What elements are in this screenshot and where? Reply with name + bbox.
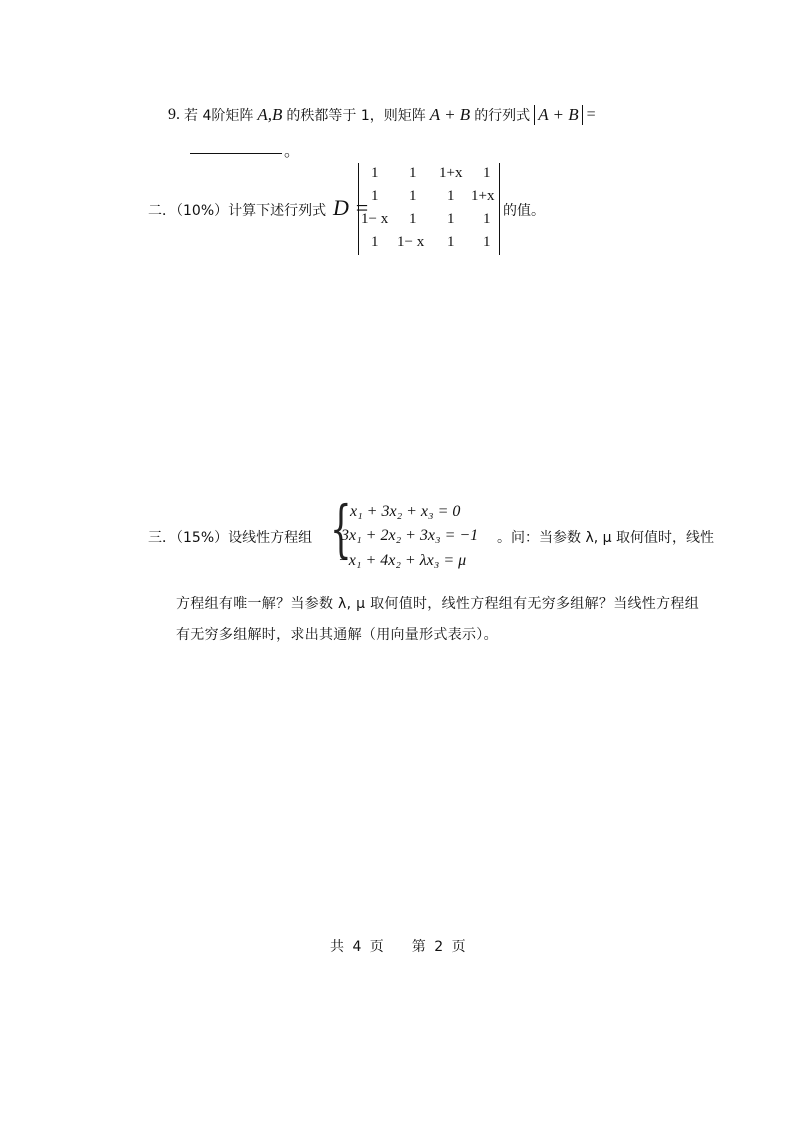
- determinant-matrix: [358, 163, 500, 255]
- matrix-cell: 1: [447, 234, 455, 250]
- matrix-cell: 1: [371, 188, 379, 204]
- matrix-cell: 1: [371, 165, 379, 181]
- q9-equals: =: [586, 106, 596, 123]
- question-9: [168, 105, 596, 125]
- q3-line-2: 方程组有唯一解？当参数 λ, μ 取何值时，线性方程组有无穷多组解？当线性方程组: [176, 596, 699, 612]
- q9-number: 9.: [168, 106, 180, 123]
- equation-1: x₁ + 3x₂ + x₃ = 0: [350, 503, 461, 520]
- matrix-cell: 1+x: [439, 165, 463, 181]
- page-footer: 共 4 页 第 2 页: [330, 939, 466, 955]
- equation-2: 3x₁ + 2x₂ + 3x₃ = −1: [341, 527, 479, 544]
- matrix-cell: 1: [447, 211, 455, 227]
- q9-matrices: A,B: [257, 105, 283, 124]
- matrix-cell: 1: [409, 165, 417, 181]
- left-brace-icon: {: [330, 492, 352, 565]
- q2-tail: 的值。: [503, 203, 545, 219]
- matrix-cell: 1: [483, 234, 491, 250]
- q3-line-3: 有无穷多组解时，求出其通解（用向量形式表示）。: [176, 627, 498, 643]
- matrix-cell: 1− x: [361, 211, 389, 227]
- q9-determinant: A + B: [534, 105, 582, 125]
- q9-text-a: 若 4阶矩阵: [184, 108, 254, 124]
- matrix-cell: 1: [371, 234, 379, 250]
- matrix-cell: 1+x: [471, 188, 495, 204]
- equation-3: −x₁ + 4x₂ + λx₃ = μ: [338, 552, 467, 569]
- q9-text-c: 的行列式: [474, 108, 531, 124]
- matrix-cell: 1− x: [397, 234, 425, 250]
- matrix-cell: 1: [409, 211, 417, 227]
- matrix-cell: 1: [483, 165, 491, 181]
- q9-text-b: 的秩都等于 1，则矩阵: [286, 108, 426, 124]
- q9-sum: A + B: [429, 105, 471, 124]
- q3-tail: 。问：当参数 λ, μ 取何值时，线性: [497, 530, 714, 546]
- matrix-cell: 1: [409, 188, 417, 204]
- matrix-cell: 1: [483, 211, 491, 227]
- q9-period: 。: [284, 141, 301, 160]
- determinant-symbol: D =: [333, 195, 370, 220]
- matrix-cell: 1: [447, 188, 455, 204]
- q3-label: 三．（15%）设线性方程组: [148, 530, 313, 546]
- q2-label: 二．（10%）计算下述行列式: [148, 203, 327, 219]
- answer-blank: [190, 152, 282, 154]
